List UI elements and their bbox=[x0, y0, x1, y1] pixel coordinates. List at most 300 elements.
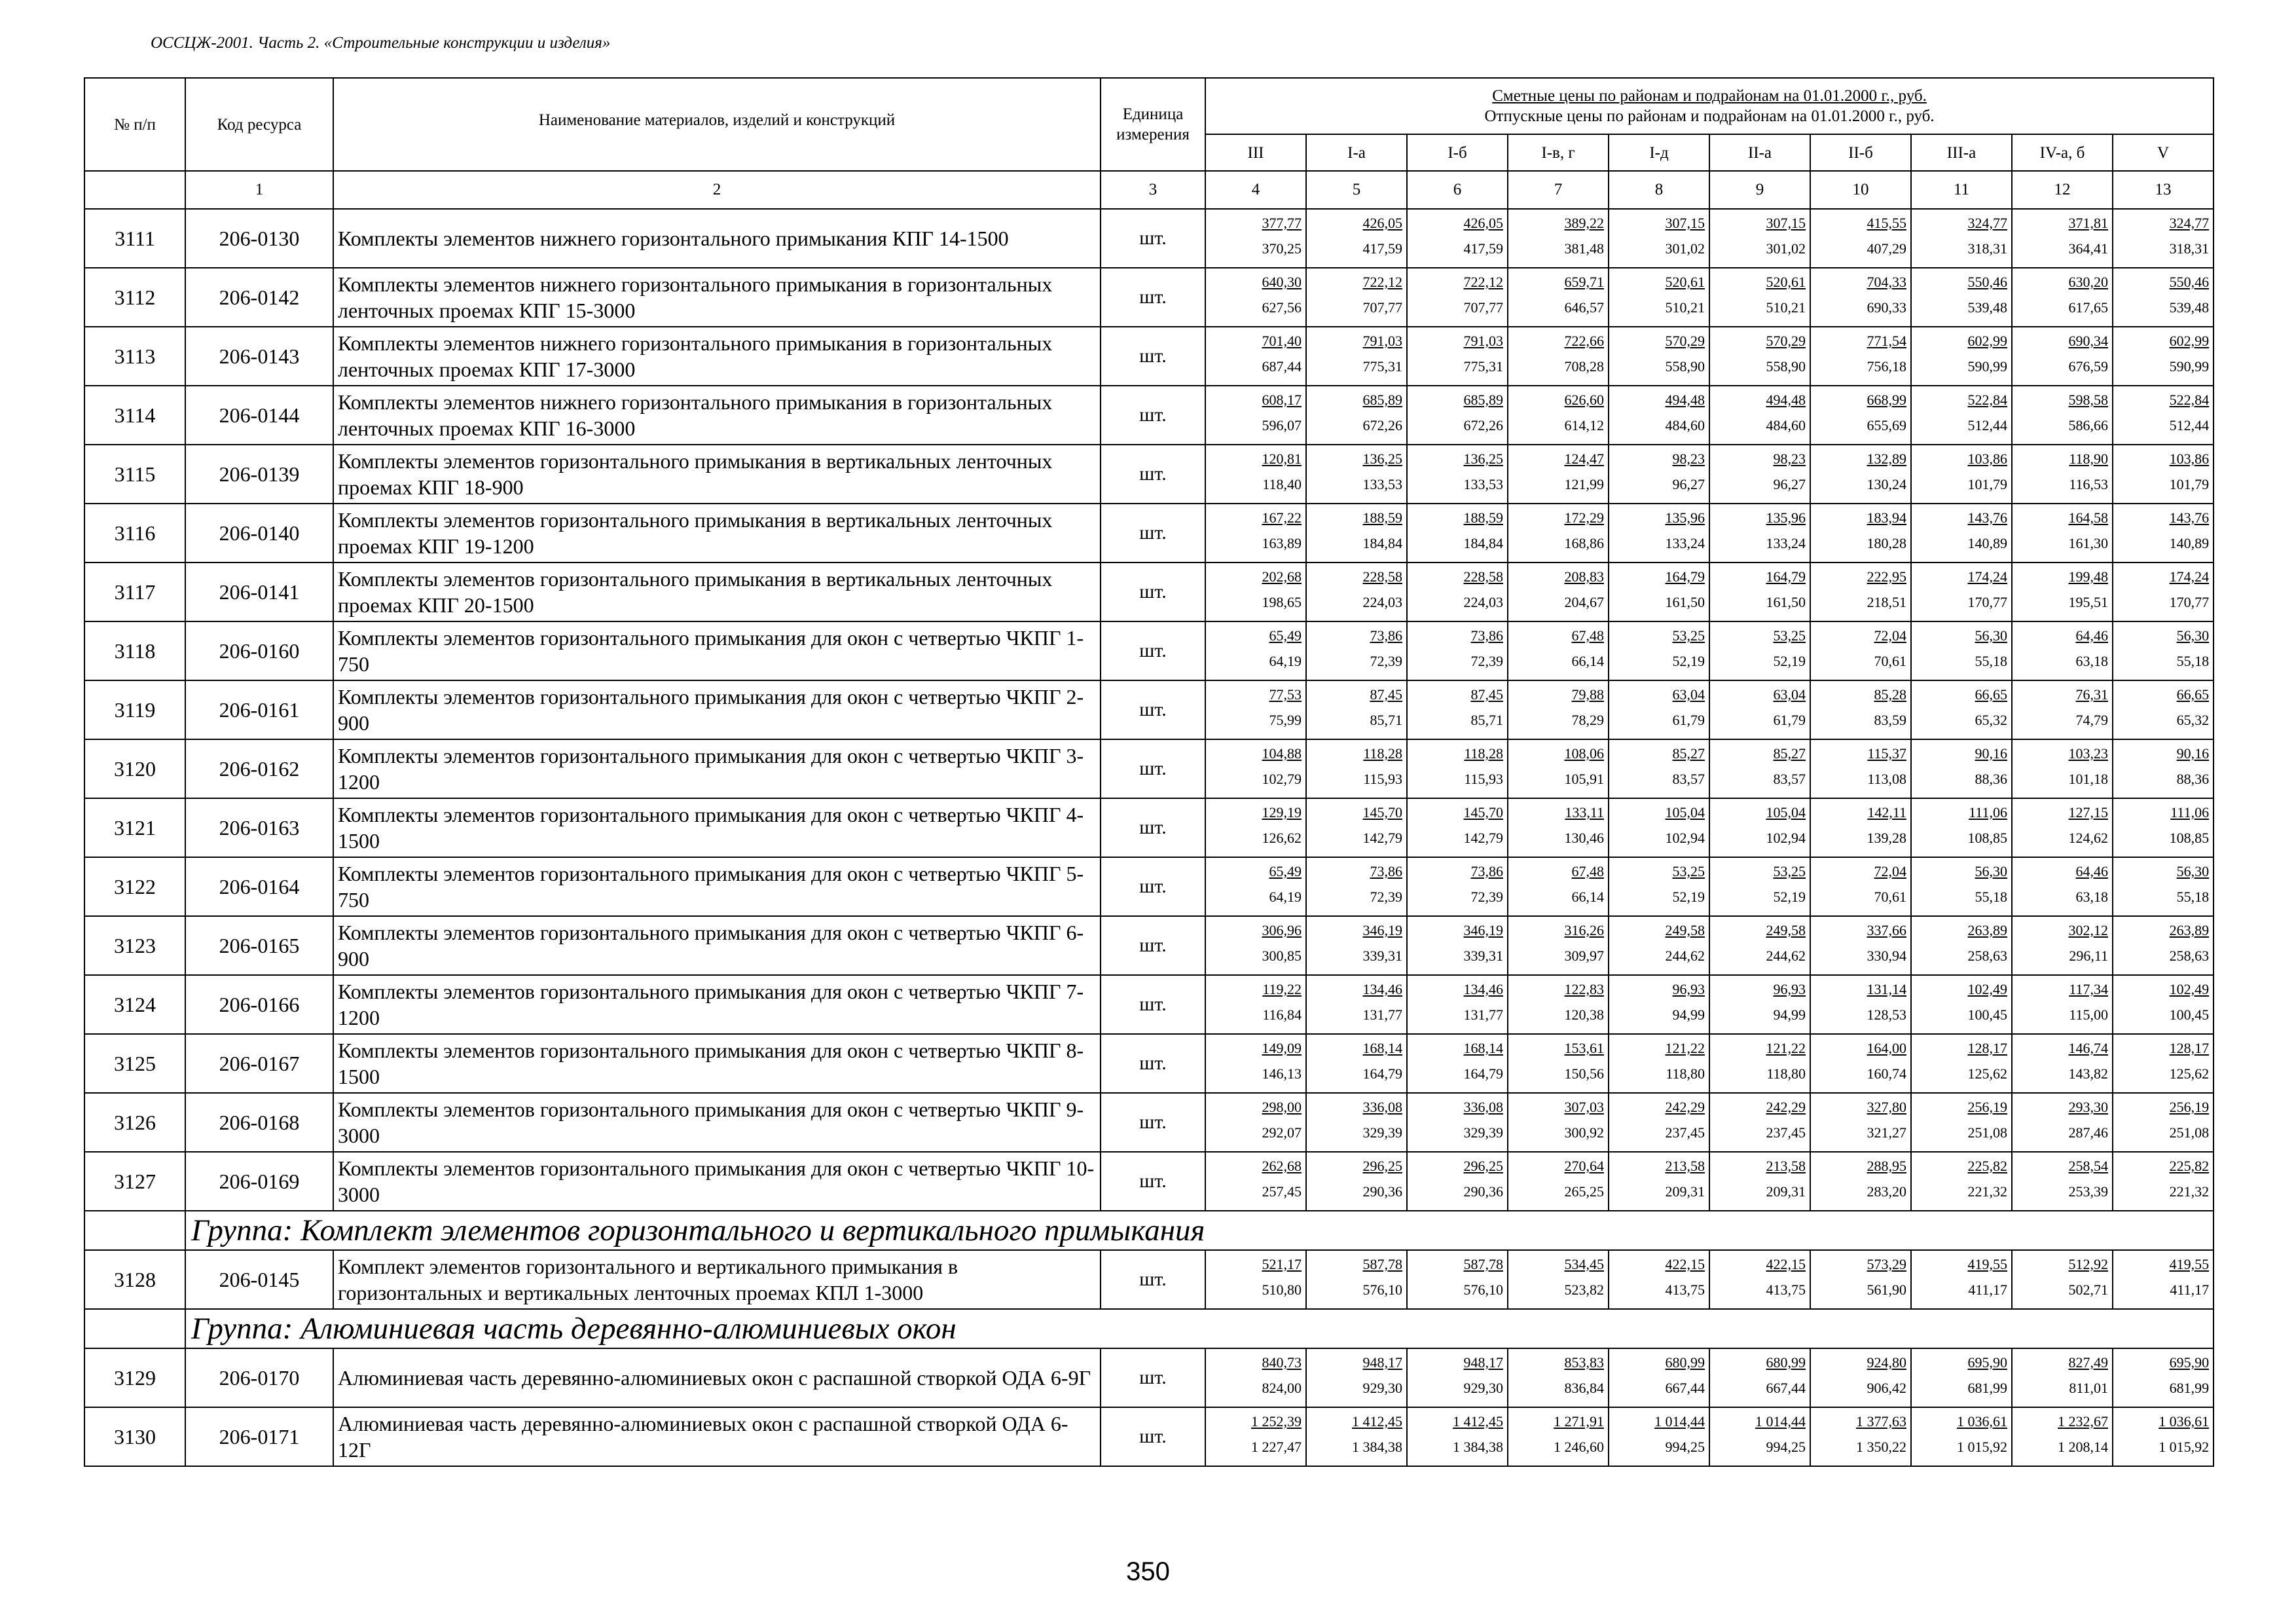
release-price: 775,31 bbox=[1463, 358, 1503, 375]
estimate-price: 73,86 bbox=[1370, 863, 1402, 879]
price-cell bbox=[1508, 857, 1609, 916]
price-cell bbox=[1205, 680, 1306, 739]
release-price: 55,18 bbox=[2176, 653, 2210, 669]
estimate-price: 96,93 bbox=[1672, 981, 1705, 997]
item-name: Комплекты элементов нижнего горизонтального примыкания КПГ 14-1500 bbox=[333, 209, 1101, 268]
price-cell bbox=[2012, 916, 2113, 975]
estimate-price: 598,58 bbox=[2068, 392, 2108, 408]
release-price: 65,32 bbox=[2176, 712, 2210, 728]
price-cell bbox=[2012, 504, 2113, 563]
release-price: 411,17 bbox=[1968, 1282, 2007, 1298]
release-price: 143,82 bbox=[2068, 1065, 2108, 1082]
column-number-row bbox=[84, 171, 2214, 209]
release-price: 224,03 bbox=[1362, 594, 1402, 610]
price-cell bbox=[2113, 1093, 2214, 1152]
price-cell bbox=[2012, 1093, 2113, 1152]
release-price: 523,82 bbox=[1564, 1282, 1604, 1298]
release-price: 55,18 bbox=[1975, 653, 2007, 669]
price-cell bbox=[1609, 1407, 1709, 1466]
row-number: 3128 bbox=[84, 1250, 185, 1309]
release-price: 218,51 bbox=[1867, 594, 1906, 610]
unit: шт. bbox=[1101, 621, 1205, 680]
estimate-price: 307,15 bbox=[1766, 215, 1806, 231]
estimate-price: 1 014,44 bbox=[1654, 1413, 1705, 1430]
price-cell bbox=[2113, 209, 2214, 268]
column-number: 4 bbox=[1205, 171, 1306, 209]
estimate-price: 146,74 bbox=[2068, 1040, 2108, 1056]
estimate-price: 1 014,44 bbox=[1755, 1413, 1806, 1430]
release-price: 775,31 bbox=[1362, 358, 1402, 375]
estimate-price: 53,25 bbox=[1672, 627, 1705, 644]
resource-code: 206-0161 bbox=[185, 680, 333, 739]
estimate-price: 136,25 bbox=[1463, 451, 1503, 467]
price-cell bbox=[1609, 975, 1709, 1034]
price-cell bbox=[1407, 386, 1508, 445]
estimate-price: 327,80 bbox=[1867, 1099, 1906, 1115]
unit: шт. bbox=[1101, 916, 1205, 975]
estimate-price: 87,45 bbox=[1470, 686, 1503, 703]
estimate-price: 188,59 bbox=[1463, 509, 1503, 526]
estimate-price: 494,48 bbox=[1665, 392, 1705, 408]
estimate-price: 172,29 bbox=[1564, 509, 1604, 526]
estimate-price: 521,17 bbox=[1262, 1256, 1302, 1272]
resource-code: 206-0164 bbox=[185, 857, 333, 916]
estimate-price: 213,58 bbox=[1766, 1158, 1806, 1174]
estimate-price: 103,23 bbox=[2068, 745, 2108, 762]
release-price: 121,99 bbox=[1564, 476, 1604, 492]
release-price: 63,18 bbox=[2075, 653, 2108, 669]
column-number: 5 bbox=[1306, 171, 1407, 209]
price-cell bbox=[2113, 916, 2214, 975]
release-price: 198,65 bbox=[1262, 594, 1302, 610]
price-cell bbox=[1709, 504, 1810, 563]
release-price: 164,79 bbox=[1362, 1065, 1402, 1082]
estimate-price: 121,22 bbox=[1766, 1040, 1806, 1056]
price-cell bbox=[1205, 268, 1306, 327]
resource-code: 206-0162 bbox=[185, 739, 333, 798]
release-price: 133,24 bbox=[1766, 535, 1806, 551]
header-region: II-а bbox=[1709, 134, 1810, 171]
release-price: 221,32 bbox=[1967, 1183, 2007, 1200]
price-cell bbox=[1810, 621, 1911, 680]
release-price: 411,17 bbox=[2170, 1282, 2210, 1298]
release-price: 407,29 bbox=[1867, 240, 1906, 257]
table-row bbox=[84, 1250, 2214, 1309]
estimate-price: 72,04 bbox=[1874, 627, 1906, 644]
price-cell bbox=[1407, 621, 1508, 680]
price-cell bbox=[1609, 798, 1709, 857]
item-name: Комплекты элементов горизонтального примыкания в вертикальных ленточных проемах КПГ 20-1500 bbox=[333, 563, 1101, 621]
price-cell bbox=[2012, 1034, 2113, 1093]
estimate-price: 337,66 bbox=[1867, 922, 1906, 938]
release-price: 52,19 bbox=[1773, 653, 1806, 669]
estimate-price: 263,89 bbox=[1967, 922, 2007, 938]
estimate-price: 164,00 bbox=[1867, 1040, 1906, 1056]
release-price: 296,11 bbox=[2069, 948, 2108, 964]
price-cell bbox=[1306, 1093, 1407, 1152]
header-region: III bbox=[1205, 134, 1306, 171]
unit: шт. bbox=[1101, 798, 1205, 857]
price-cell bbox=[2012, 798, 2113, 857]
table-row bbox=[84, 798, 2214, 857]
estimate-price: 371,81 bbox=[2068, 215, 2108, 231]
release-price: 102,79 bbox=[1262, 771, 1302, 787]
estimate-price: 98,23 bbox=[1773, 451, 1806, 467]
resource-code: 206-0163 bbox=[185, 798, 333, 857]
release-price: 330,94 bbox=[1867, 948, 1906, 964]
price-cell bbox=[2113, 975, 2214, 1034]
estimate-price: 306,96 bbox=[1262, 922, 1302, 938]
estimate-price: 722,12 bbox=[1463, 274, 1503, 290]
estimate-price: 302,12 bbox=[2068, 922, 2108, 938]
estimate-price: 701,40 bbox=[1262, 333, 1302, 349]
price-cell bbox=[1810, 739, 1911, 798]
estimate-price: 228,58 bbox=[1362, 568, 1402, 585]
header-price-group bbox=[1205, 78, 2214, 134]
price-cell bbox=[1911, 739, 2012, 798]
resource-code: 206-0167 bbox=[185, 1034, 333, 1093]
release-price: 836,84 bbox=[1564, 1380, 1604, 1396]
estimate-price: 256,19 bbox=[1967, 1099, 2007, 1115]
price-cell bbox=[2012, 1407, 2113, 1466]
price-cell bbox=[1306, 1250, 1407, 1309]
price-cell bbox=[1911, 1250, 2012, 1309]
estimate-price: 56,30 bbox=[1975, 627, 2007, 644]
price-cell bbox=[1609, 1034, 1709, 1093]
release-price: 142,79 bbox=[1463, 830, 1503, 846]
price-cell bbox=[1709, 1250, 1810, 1309]
estimate-price: 134,46 bbox=[1463, 981, 1503, 997]
price-cell bbox=[1810, 386, 1911, 445]
estimate-price: 1 377,63 bbox=[1856, 1413, 1906, 1430]
estimate-price: 249,58 bbox=[1766, 922, 1806, 938]
estimate-price: 145,70 bbox=[1362, 804, 1402, 821]
release-price: 672,26 bbox=[1463, 417, 1503, 434]
release-price: 994,25 bbox=[1665, 1439, 1705, 1455]
release-price: 309,97 bbox=[1564, 948, 1604, 964]
price-cell bbox=[1508, 798, 1609, 857]
price-cell bbox=[1205, 621, 1306, 680]
release-price: 558,90 bbox=[1766, 358, 1806, 375]
row-number: 3122 bbox=[84, 857, 185, 916]
price-cell bbox=[2113, 680, 2214, 739]
item-name: Комплекты элементов нижнего горизонтального примыкания в горизонтальных ленточных проемах КПГ 15-3000 bbox=[333, 268, 1101, 327]
estimate-price: 85,27 bbox=[1773, 745, 1806, 762]
estimate-price: 105,04 bbox=[1766, 804, 1806, 821]
estimate-price: 587,78 bbox=[1362, 1256, 1402, 1272]
resource-code: 206-0168 bbox=[185, 1093, 333, 1152]
resource-code: 206-0166 bbox=[185, 975, 333, 1034]
price-cell bbox=[2012, 268, 2113, 327]
item-name: Алюминиевая часть деревянно-алюминиевых окон с распашной створкой ОДА 6-9Г bbox=[333, 1348, 1101, 1407]
price-cell bbox=[1911, 563, 2012, 621]
estimate-price: 659,71 bbox=[1564, 274, 1604, 290]
release-price: 161,50 bbox=[1665, 594, 1705, 610]
release-price: 292,07 bbox=[1262, 1124, 1302, 1141]
item-name: Комплекты элементов горизонтального примыкания для окон с четвертью ЧКПГ 7-1200 bbox=[333, 975, 1101, 1034]
release-price: 101,18 bbox=[2068, 771, 2108, 787]
price-cell bbox=[1306, 1407, 1407, 1466]
price-cell bbox=[1810, 327, 1911, 386]
column-number: 6 bbox=[1407, 171, 1508, 209]
release-price: 321,27 bbox=[1867, 1124, 1906, 1141]
release-price: 78,29 bbox=[1571, 712, 1604, 728]
estimate-price: 117,34 bbox=[2069, 981, 2108, 997]
unit: шт. bbox=[1101, 857, 1205, 916]
estimate-price: 704,33 bbox=[1867, 274, 1906, 290]
header-region: II-б bbox=[1810, 134, 1911, 171]
table-row bbox=[84, 857, 2214, 916]
price-cell bbox=[1810, 1152, 1911, 1211]
release-price: 596,07 bbox=[1262, 417, 1302, 434]
price-cell bbox=[2012, 857, 2113, 916]
estimate-price: 520,61 bbox=[1766, 274, 1806, 290]
release-price: 329,39 bbox=[1463, 1124, 1503, 1141]
release-price: 115,93 bbox=[1464, 771, 1503, 787]
estimate-price: 135,96 bbox=[1665, 509, 1705, 526]
price-cell bbox=[2012, 563, 2113, 621]
estimate-price: 188,59 bbox=[1362, 509, 1402, 526]
release-price: 65,32 bbox=[1975, 712, 2007, 728]
release-price: 290,36 bbox=[1463, 1183, 1503, 1200]
column-number: 3 bbox=[1101, 171, 1205, 209]
release-price: 667,44 bbox=[1766, 1380, 1806, 1396]
estimate-price: 164,58 bbox=[2068, 509, 2108, 526]
estimate-price: 550,46 bbox=[1967, 274, 2007, 290]
price-cell bbox=[1709, 1407, 1810, 1466]
release-price: 251,08 bbox=[1967, 1124, 2007, 1141]
release-price: 510,21 bbox=[1766, 299, 1806, 316]
price-cell bbox=[1205, 798, 1306, 857]
price-cell bbox=[1205, 209, 1306, 268]
price-cell bbox=[1911, 1093, 2012, 1152]
estimate-price: 336,08 bbox=[1362, 1099, 1402, 1115]
item-name: Комплекты элементов горизонтального примыкания для окон с четвертью ЧКПГ 2-900 bbox=[333, 680, 1101, 739]
estimate-price: 133,11 bbox=[1565, 804, 1604, 821]
release-price: 125,62 bbox=[2169, 1065, 2210, 1082]
release-price: 237,45 bbox=[1665, 1124, 1705, 1141]
price-cell bbox=[1508, 209, 1609, 268]
release-price: 72,39 bbox=[1470, 889, 1503, 905]
release-price: 512,44 bbox=[1967, 417, 2007, 434]
release-price: 1 384,38 bbox=[1352, 1439, 1402, 1455]
release-price: 94,99 bbox=[1773, 1006, 1806, 1023]
column-number bbox=[84, 171, 185, 209]
estimate-price: 228,58 bbox=[1463, 568, 1503, 585]
release-price: 108,85 bbox=[2169, 830, 2210, 846]
release-price: 140,89 bbox=[1967, 535, 2007, 551]
unit: шт. bbox=[1101, 1250, 1205, 1309]
resource-code: 206-0144 bbox=[185, 386, 333, 445]
estimate-price: 426,05 bbox=[1362, 215, 1402, 231]
estimate-price: 174,24 bbox=[2169, 568, 2210, 585]
price-cell bbox=[1911, 504, 2012, 563]
price-cell bbox=[1609, 680, 1709, 739]
column-number: 2 bbox=[333, 171, 1101, 209]
release-price: 63,18 bbox=[2075, 889, 2108, 905]
unit: шт. bbox=[1101, 209, 1205, 268]
estimate-price: 307,15 bbox=[1665, 215, 1705, 231]
price-cell bbox=[1407, 916, 1508, 975]
estimate-price: 87,45 bbox=[1370, 686, 1402, 703]
estimate-price: 336,08 bbox=[1463, 1099, 1503, 1115]
release-price: 690,33 bbox=[1867, 299, 1906, 316]
item-name: Комплекты элементов горизонтального примыкания для окон с четвертью ЧКПГ 6-900 bbox=[333, 916, 1101, 975]
release-price: 94,99 bbox=[1672, 1006, 1705, 1023]
price-cell bbox=[1306, 857, 1407, 916]
unit: шт. bbox=[1101, 1407, 1205, 1466]
resource-code: 206-0160 bbox=[185, 621, 333, 680]
price-cell bbox=[1306, 563, 1407, 621]
release-price: 300,92 bbox=[1564, 1124, 1604, 1141]
item-name: Комплекты элементов горизонтального примыкания для окон с четвертью ЧКПГ 1-750 bbox=[333, 621, 1101, 680]
estimate-price: 690,34 bbox=[2068, 333, 2108, 349]
release-price: 113,08 bbox=[1867, 771, 1906, 787]
estimate-price: 115,37 bbox=[1867, 745, 1906, 762]
column-number: 8 bbox=[1609, 171, 1709, 209]
release-price: 576,10 bbox=[1463, 1282, 1503, 1298]
price-cell bbox=[1911, 916, 2012, 975]
release-price: 413,75 bbox=[1665, 1282, 1705, 1298]
price-cell bbox=[1205, 975, 1306, 1034]
resource-code: 206-0130 bbox=[185, 209, 333, 268]
release-price: 102,94 bbox=[1766, 830, 1806, 846]
release-price: 756,18 bbox=[1867, 358, 1906, 375]
estimate-price: 143,76 bbox=[2169, 509, 2210, 526]
price-cell bbox=[1306, 504, 1407, 563]
price-cell bbox=[1709, 386, 1810, 445]
estimate-price: 127,15 bbox=[2068, 804, 2108, 821]
price-cell bbox=[1911, 268, 2012, 327]
price-cell bbox=[1810, 975, 1911, 1034]
release-price: 484,60 bbox=[1665, 417, 1705, 434]
estimate-price: 149,09 bbox=[1262, 1040, 1302, 1056]
release-price: 163,89 bbox=[1262, 535, 1302, 551]
release-price: 929,30 bbox=[1463, 1380, 1503, 1396]
release-price: 88,36 bbox=[2176, 771, 2210, 787]
price-cell bbox=[1911, 621, 2012, 680]
price-cell bbox=[1205, 1152, 1306, 1211]
price-cell bbox=[1205, 1348, 1306, 1407]
group-blank-cell bbox=[84, 1211, 185, 1250]
table-row bbox=[84, 209, 2214, 268]
release-price: 125,62 bbox=[1967, 1065, 2007, 1082]
estimate-price: 136,25 bbox=[1362, 451, 1402, 467]
release-price: 88,36 bbox=[1975, 771, 2007, 787]
price-cell bbox=[2113, 1034, 2214, 1093]
unit: шт. bbox=[1101, 1034, 1205, 1093]
price-cell bbox=[2113, 621, 2214, 680]
release-price: 168,86 bbox=[1564, 535, 1604, 551]
row-number: 3111 bbox=[84, 209, 185, 268]
release-price: 655,69 bbox=[1867, 417, 1906, 434]
row-number: 3116 bbox=[84, 504, 185, 563]
table-row bbox=[84, 327, 2214, 386]
price-cell bbox=[1810, 857, 1911, 916]
estimate-price: 298,00 bbox=[1262, 1099, 1302, 1115]
release-price: 72,39 bbox=[1370, 889, 1402, 905]
price-cell bbox=[1609, 386, 1709, 445]
price-cell bbox=[2012, 975, 2113, 1034]
price-cell bbox=[1306, 386, 1407, 445]
estimate-price: 102,49 bbox=[1967, 981, 2007, 997]
price-cell bbox=[2113, 1152, 2214, 1211]
release-price: 61,79 bbox=[1672, 712, 1705, 728]
release-price: 161,30 bbox=[2068, 535, 2108, 551]
group-label: Группа: Комплект элементов горизонтального и вертикального примыкания bbox=[185, 1211, 2214, 1250]
estimate-price: 103,86 bbox=[2169, 451, 2210, 467]
item-name: Комплекты элементов горизонтального примыкания для окон с четвертью ЧКПГ 8-1500 bbox=[333, 1034, 1101, 1093]
release-price: 130,24 bbox=[1867, 476, 1906, 492]
price-cell bbox=[1911, 1348, 2012, 1407]
estimate-price: 242,29 bbox=[1766, 1099, 1806, 1115]
release-price: 184,84 bbox=[1463, 535, 1503, 551]
estimate-price: 426,05 bbox=[1463, 215, 1503, 231]
estimate-price: 65,49 bbox=[1269, 627, 1302, 644]
release-price: 96,27 bbox=[1773, 476, 1806, 492]
row-number: 3124 bbox=[84, 975, 185, 1034]
price-cell bbox=[1306, 739, 1407, 798]
estimate-price: 134,46 bbox=[1362, 981, 1402, 997]
estimate-price: 389,22 bbox=[1564, 215, 1604, 231]
price-cell bbox=[1810, 798, 1911, 857]
header-region: V bbox=[2113, 134, 2214, 171]
estimate-price: 213,58 bbox=[1665, 1158, 1705, 1174]
release-price: 126,62 bbox=[1262, 830, 1302, 846]
row-number: 3121 bbox=[84, 798, 185, 857]
table-row bbox=[84, 563, 2214, 621]
header-region: III-а bbox=[1911, 134, 2012, 171]
estimate-price: 73,86 bbox=[1370, 627, 1402, 644]
release-price: 1 246,60 bbox=[1554, 1439, 1604, 1455]
group-row bbox=[84, 1309, 2214, 1348]
price-cell bbox=[1306, 209, 1407, 268]
release-price: 118,40 bbox=[1262, 476, 1302, 492]
release-price: 283,20 bbox=[1867, 1183, 1906, 1200]
release-price: 170,77 bbox=[1967, 594, 2007, 610]
estimate-price: 53,25 bbox=[1672, 863, 1705, 879]
release-price: 539,48 bbox=[1967, 299, 2007, 316]
estimate-price: 208,83 bbox=[1564, 568, 1604, 585]
estimate-price: 56,30 bbox=[2176, 627, 2210, 644]
item-name: Алюминиевая часть деревянно-алюминиевых окон с распашной створкой ОДА 6-12Г bbox=[333, 1407, 1101, 1466]
item-name: Комплекты элементов горизонтального примыкания для окон с четвертью ЧКПГ 10-3000 bbox=[333, 1152, 1101, 1211]
release-price: 381,48 bbox=[1564, 240, 1604, 257]
estimate-price: 630,20 bbox=[2068, 274, 2108, 290]
price-cell bbox=[1911, 798, 2012, 857]
document-title: ОССЦЖ-2001. Часть 2. «Строительные конструкции и изделия» bbox=[151, 34, 611, 52]
price-cell bbox=[1407, 1034, 1508, 1093]
estimate-price: 168,14 bbox=[1362, 1040, 1402, 1056]
estimate-price: 685,89 bbox=[1362, 392, 1402, 408]
table-row bbox=[84, 1034, 2214, 1093]
estimate-price: 111,06 bbox=[2170, 804, 2210, 821]
price-cell bbox=[1407, 798, 1508, 857]
release-price: 52,19 bbox=[1672, 653, 1705, 669]
release-price: 417,59 bbox=[1362, 240, 1402, 257]
price-cell bbox=[2012, 209, 2113, 268]
price-cell bbox=[1508, 1152, 1609, 1211]
row-number: 3115 bbox=[84, 445, 185, 504]
table-row bbox=[84, 445, 2214, 504]
row-number: 3130 bbox=[84, 1407, 185, 1466]
price-cell bbox=[1205, 386, 1306, 445]
price-cell bbox=[2113, 1250, 2214, 1309]
estimate-price: 225,82 bbox=[2169, 1158, 2210, 1174]
release-price: 824,00 bbox=[1262, 1380, 1302, 1396]
release-price: 83,57 bbox=[1773, 771, 1806, 787]
release-price: 85,71 bbox=[1470, 712, 1503, 728]
